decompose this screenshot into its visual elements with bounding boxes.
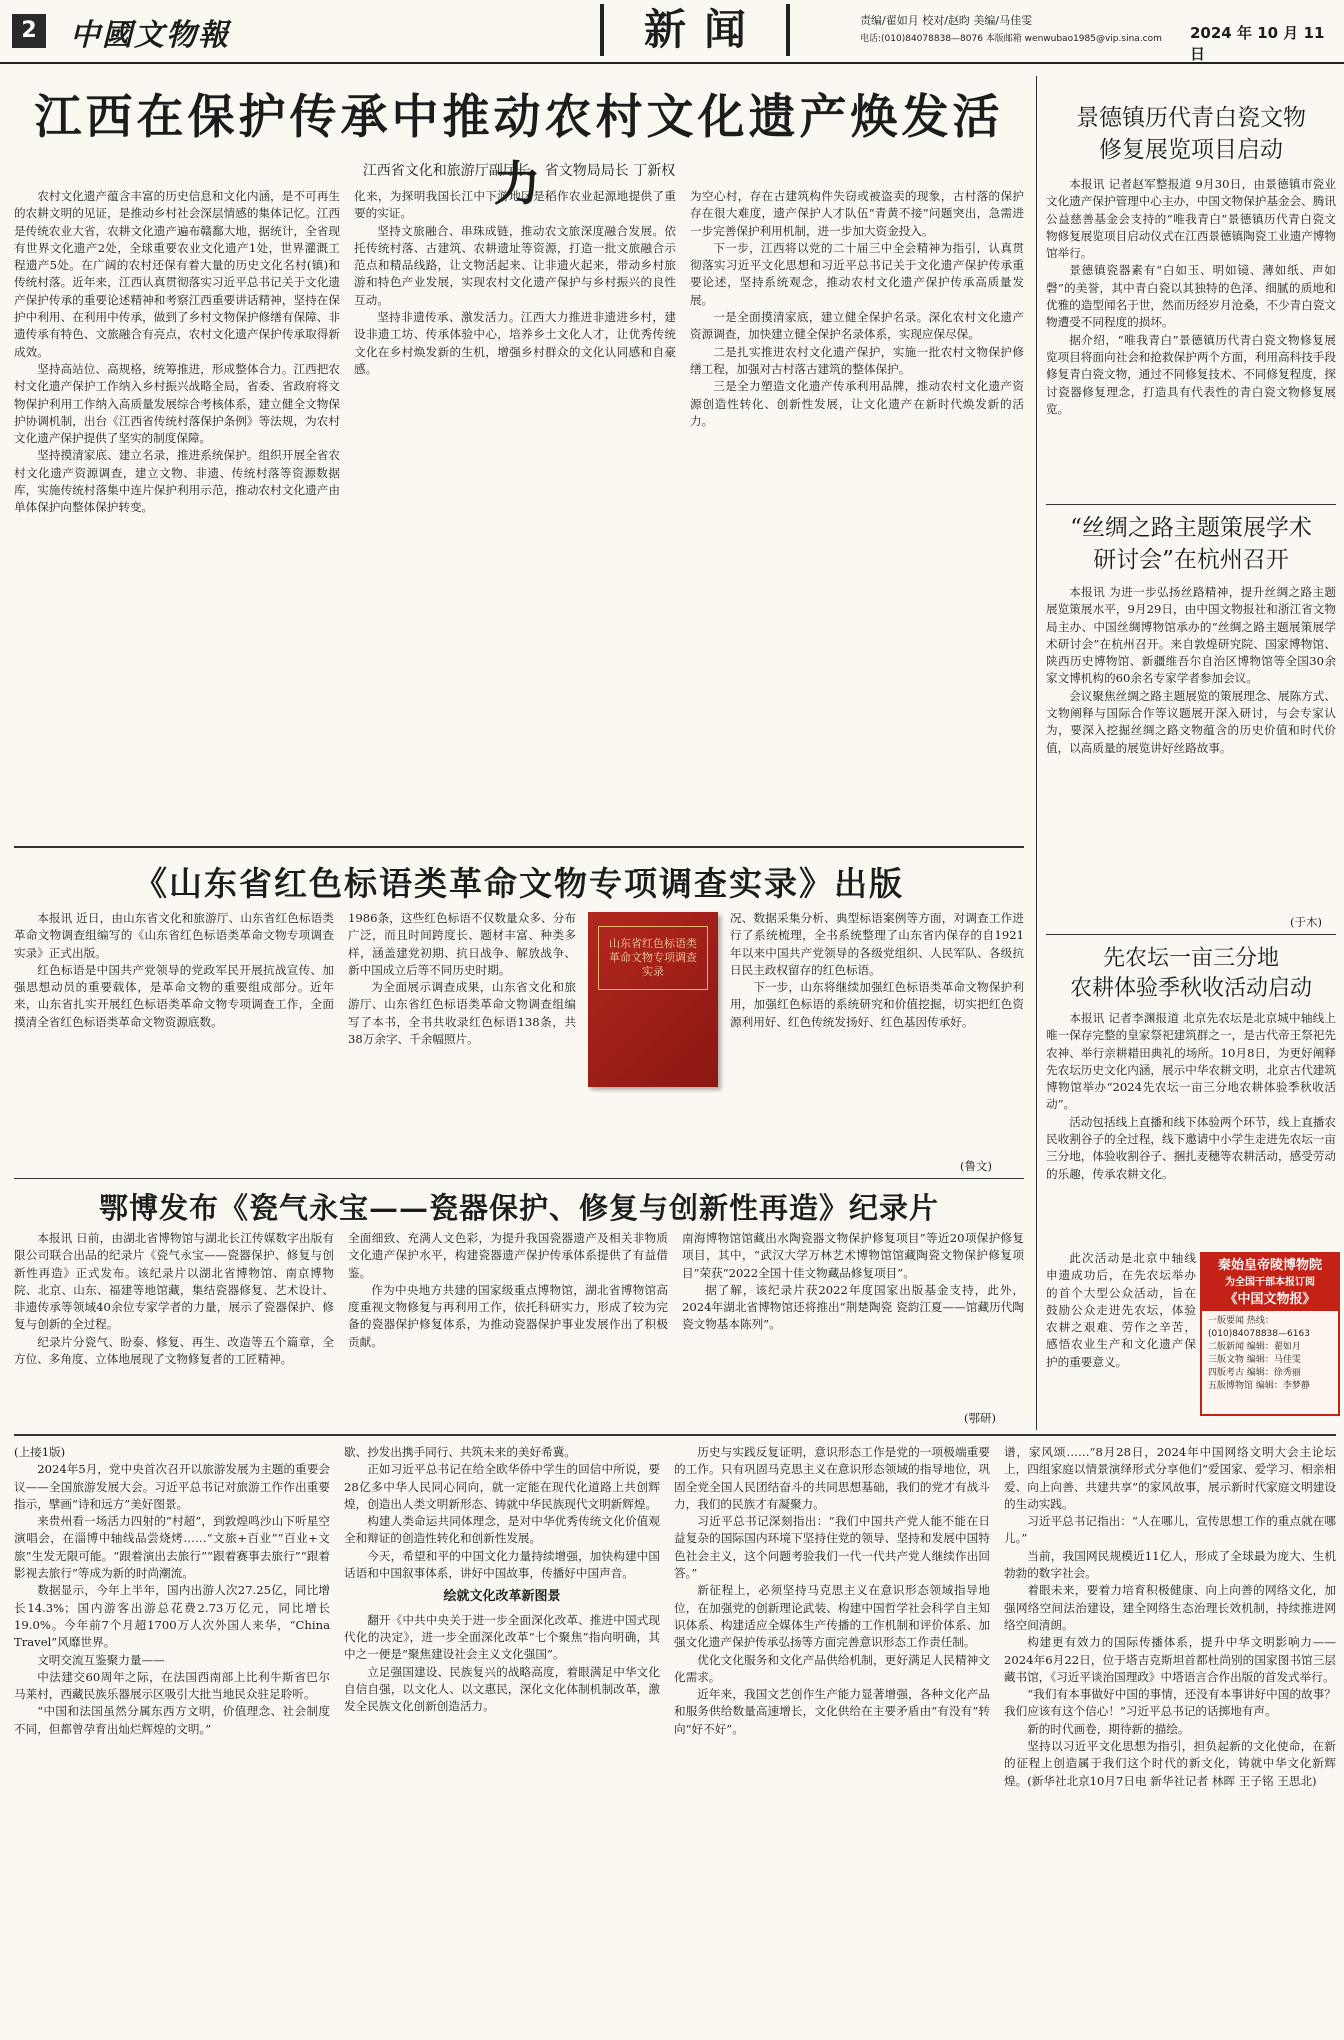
paragraph: 立足强国建设、民族复兴的战略高度，着眼满足中华文化自信自强，以文化人、以文惠民，深化文化体制机制改革，激发全民族文化创新创造活力。 bbox=[344, 1664, 660, 1714]
paragraph: 红色标语是中国共产党领导的党政军民开展抗战宣传、加强思想动员的重要载体，是革命文物的重要组成部分。近年来，山东省扎实开展红色标语类革命文物专项调查工作，全面摸清全省红色标语类革命文物资源底数。 bbox=[14, 962, 334, 1029]
paragraph: 文明交流互鉴聚力量—— bbox=[37, 1652, 165, 1667]
paragraph: 会议聚焦丝绸之路主题展览的策展理念、展陈方式、文物阐释与国际合作等议题展开深入研讨，与会专家认为，要深入挖掘丝绸之路文物蕴含的历史价值和时代价值，以高质量的展览讲好丝路故事。 bbox=[1046, 688, 1336, 755]
ad-paper-title: 《中国文物报》 bbox=[1224, 1292, 1316, 1307]
paragraph: 据介绍，“唯我青白”景德镇历代青白瓷文物修复展览项目将面向社会和抢救保护两个方面，利用高科技手段修复青白瓷文物，通过不同修复技术、不同修复程度，探讨瓷器修复理念，打造具有代表性的青白瓷文物修复展览。 bbox=[1046, 332, 1336, 416]
paragraph: 化来，为探明我国长江中下游地区是稻作农业起源地提供了重要的实证。 bbox=[354, 189, 676, 221]
ad-body bbox=[1202, 1311, 1338, 1397]
lead-column-3 bbox=[690, 188, 1024, 838]
continued-column-1 bbox=[14, 1444, 330, 2034]
paragraph: 本报讯 为进一步弘扬丝路精神，提升丝绸之路主题展览策展水平，9月29日，由中国文物报社和浙江省文物局主办、中国丝绸博物馆承办的“丝绸之路主题展策展学术研讨会”在杭州召开。来自敦煌研究院、国家博物馆、陕西历史博物馆、新疆维吾尔自治区博物馆等全国30余家文博机构的60余名专家学者参加会议。 bbox=[1046, 585, 1336, 686]
divider bbox=[1046, 504, 1336, 505]
paragraph: 本报讯 日前，由湖北省博物馆与湖北长江传媒数字出版有限公司联合出品的纪录片《瓷气永宝——瓷器保护、修复与创新性再造》正式发布。该纪录片以湖北省博物馆、南京博物院、北京、山东、福建等地馆藏，集结瓷器修复、艺术设计、非遗传承等领域40余位专家学者的力量，展示了瓷器保护、修复与创新的全过程。 bbox=[14, 1231, 334, 1332]
paragraph: “我们有本事做好中国的事情，还没有本事讲好中国的故事？我们应该有这个信心！”习近平总书记的话掷地有声。 bbox=[1004, 1687, 1336, 1719]
paragraph: 谱，家风颂……“8月28日，2024年中国网络文明大会主论坛上，四组家庭以情景演绎形式分享他们“爱国家、爱学习、相亲相爱、向上向善、共建共享”的家风故事，展示新时代家庭文明建设的生动实践。 bbox=[1004, 1445, 1336, 1511]
paragraph: 作为中央地方共建的国家级重点博物馆，湖北省博物馆高度重视文物修复与再利用工作，依托科研实力，形成了较为完备的瓷器保护修复体系，为推动瓷器保护事业发展作出了积极贡献。 bbox=[348, 1282, 668, 1349]
lead-column-1 bbox=[14, 188, 340, 838]
paragraph: 全面细致、充满人文色彩，为提升我国瓷器遗产及相关非物质文化遗产保护水平，构建瓷器遗产保护传承体系提供了有益借鉴。 bbox=[348, 1231, 668, 1280]
continued-column-2 bbox=[344, 1444, 660, 2034]
headline-line: 研讨会”在杭州召开 bbox=[1093, 547, 1289, 573]
ad-title: 秦始皇帝陵博物院 bbox=[1217, 1258, 1322, 1273]
paragraph: 1986条，这些红色标语不仅数量众多、分布广泛，而且时间跨度长、题材丰富、种类多样，涵盖建党初期、抗日战争、解放战争、新中国成立后等不同历史时期。 bbox=[348, 911, 576, 977]
paragraph: 况、数据采集分析、典型标语案例等方面，对调查工作进行了系统梳理，全书系统整理了山东省内保存的自1921年以来中国共产党领导的各级党组织、人民军队、各级抗日民主政权留存的红色标语。 bbox=[730, 911, 1024, 977]
paragraph: 景德镇瓷器素有“白如玉、明如镜、薄如纸、声如磬”的美誉，其中青白瓷以其独特的色泽、细腻的质地和优雅的造型闻名于世，然而历经岁月沧桑，不少青白瓷文物遭受不同程度的损坏。 bbox=[1046, 263, 1336, 330]
headline-line: “丝绸之路主题策展学术 bbox=[1070, 515, 1312, 541]
shandong-headline: 《山东省红色标语类革命文物专项调查实录》出版 bbox=[134, 864, 904, 903]
headline-line: 农耕体验季秋收活动启动 bbox=[1069, 976, 1312, 1001]
paragraph: 2024年5月，党中央首次召开以旅游发展为主题的重要会议——全国旅游发展大会。习近平总书记对旅游工作作出重要指示，擘画“诗和远方”美好图景。 bbox=[14, 1462, 330, 1511]
newspaper-name-logo: 中國文物報 bbox=[70, 18, 230, 53]
paragraph: 来贵州看一场活力四射的“村超”，到敦煌鸣沙山下听星空演唱会，在淄博中轴线品尝烧烤……“文旅+百业”“百业+文旅”生发无限可能。“跟着演出去旅行”“跟着赛事去旅行”“跟着影视去旅行”等成为新的时尚潮流。 bbox=[14, 1514, 330, 1581]
continued-column-4 bbox=[1004, 1444, 1336, 2034]
paragraph: 习近平总书记指出：“人在哪儿，宣传思想工作的重点就在哪儿。” bbox=[1004, 1514, 1336, 1546]
paragraph: 二是扎实推进农村文化遗产保护，实施一批农村文物保护修缮工程，加强对古村落古建筑的整体保护。 bbox=[690, 344, 1024, 376]
section-title: 新闻 bbox=[600, 4, 790, 56]
article-signature: (于木) bbox=[1290, 915, 1322, 929]
right-article-2-headline bbox=[1046, 512, 1336, 576]
ad-line: 二版新闻 编辑：翟如月 bbox=[1208, 1342, 1301, 1352]
ad-header bbox=[1202, 1254, 1338, 1311]
ad-line: 五版博物馆 编辑：李梦静 bbox=[1208, 1381, 1310, 1391]
headline-line: 景德镇历代青白瓷文物 bbox=[1076, 105, 1306, 131]
right-article-2-body bbox=[1046, 584, 1336, 908]
paragraph: 坚持以习近平文化思想为指引，担负起新的文化使命，在新的征程上创造属于我们这个时代的新文化，铸就中华文化新辉煌。(新华社北京10月7日电 新华社记者 林晖 王子铭 王思北) bbox=[1004, 1739, 1336, 1788]
paragraph: 坚持高站位、高规格，统筹推进，形成整体合力。江西把农村文化遗产保护工作纳入乡村振兴战略全局，省委、省政府将文物保护利用工作纳入高质量发展综合考核体系，建立健全文物保护协调机制，出台《江西省传统村落保护条例》等法规，为农村文化遗产保护提供了坚实的制度保障。 bbox=[14, 361, 340, 446]
right-article-3-body-continued bbox=[1046, 1250, 1196, 1426]
paragraph: 近年来，我国文艺创作生产能力显著增强，各种文化产品和服务供给数量高速增长，文化供给在主要矛盾由“有没有”转向“好不好”。 bbox=[674, 1687, 990, 1736]
paragraph: 据了解，该纪录片获2022年度国家出版基金支持，此外，2024年湖北省博物馆还将推出“荆楚陶瓷 瓷韵江夏——馆藏历代陶瓷文物基本陈列”。 bbox=[682, 1282, 1024, 1332]
ezhou-column-1 bbox=[14, 1230, 334, 1426]
paragraph: 本报讯 记者赵军整报道 9月30日，由景德镇市瓷业文化遗产保护管理中心主办，中国文物保护基金会、腾讯公益慈善基金会支持的“唯我青白”景德镇历代青白瓷文物修复展览项目启动仪式在江西景德镇陶瓷工业遗产博物馆举行。 bbox=[1046, 177, 1336, 261]
article-signature: (鄂研) bbox=[964, 1411, 996, 1425]
ezhou-column-2 bbox=[348, 1230, 668, 1426]
paragraph: 翻开《中共中央关于进一步全面深化改革、推进中国式现代化的决定》，进一步全面深化改革“七个聚焦”指向明确，其中之一便是“聚焦建设社会主义文化强国”。 bbox=[344, 1612, 660, 1662]
ezhou-column-3 bbox=[682, 1230, 1024, 1410]
paragraph: 构建更有效力的国际传播体系，提升中华文明影响力——2024年6月22日，位于塔吉克斯坦首都杜尚别的国家图书馆三层藏书馆，《习近平谈治国理政》中塔语言合作出版的首发式举行。 bbox=[1004, 1635, 1336, 1684]
shandong-column-1 bbox=[14, 910, 334, 1170]
paragraph: “中国和法国虽然分属东西方文明，价值理念、社会制度不同，但都曾孕育出灿烂辉煌的文明。” bbox=[14, 1704, 330, 1736]
issue-date: 2024 年 10 月 11 日 bbox=[1190, 24, 1325, 63]
ad-subtitle: 为全国干部本报订阅 bbox=[1225, 1277, 1315, 1288]
right-article-1-body bbox=[1046, 176, 1336, 496]
ad-line: 四版考古 编辑：徐秀丽 bbox=[1208, 1368, 1301, 1378]
ad-line: 三版文物 编辑：马佳雯 bbox=[1208, 1355, 1301, 1365]
book-cover-image bbox=[588, 912, 718, 1087]
subscription-ad bbox=[1200, 1252, 1340, 1416]
paragraph: 新征程上，必须坚持马克思主义在意识形态领域指导地位，在加强党的创新理论武装、构建中国哲学社会科学自主知识体系、构建适应全媒体生产传播的工作机制和评价体系、加强文化遗产保护传承弘扬等方面完善意识形态工作责任制。 bbox=[674, 1583, 990, 1650]
paragraph: 此次活动是北京中轴线申遗成功后，在先农坛举办的首个大型公众活动，旨在鼓励公众走进先农坛，体验农耕之艰难、劳作之辛苦，感悟农业生产和文化遗产保护的重要意义。 bbox=[1046, 1251, 1196, 1369]
page-number: 2 bbox=[12, 14, 46, 48]
paragraph: 歇、抄发出携手同行、共筑未来的美好希冀。 bbox=[344, 1445, 576, 1459]
book-cover-title: 山东省红色标语类革命文物专项调查实录 bbox=[598, 926, 708, 990]
shandong-column-2 bbox=[348, 910, 576, 1170]
paragraph: 坚持文旅融合、串珠成链，推动农文旅深度融合发展。依托传统村落、古建筑、农耕遗址等资源，打造一批文旅融合示范点和精品线路，让文物活起来、让非遗火起来，带动乡村旅游和特色产业发展，实现农村文化遗产保护与乡村振兴的良性互动。 bbox=[354, 223, 676, 307]
paragraph: 新的时代画卷，期待新的描绘。 bbox=[1027, 1721, 1190, 1736]
paragraph: 南海博物馆馆藏出水陶瓷器文物保护修复项目”等近20项保护修复项目，其中，“武汉大学万林艺术博物馆馆藏陶瓷文物保护修复项目”荣获“2022全国十佳文物藏品修复项目”。 bbox=[682, 1231, 1024, 1280]
headline-line: 先农坛一亩三分地 bbox=[1102, 946, 1279, 971]
editors-line: 责编/翟如月 校对/赵昀 美编/马佳雯 bbox=[860, 14, 1033, 27]
divider bbox=[1046, 934, 1336, 935]
ad-line: 一版要闻 热线：(010)84078838—6163 bbox=[1208, 1316, 1310, 1339]
subheading: 绘就文化改革新图景 bbox=[443, 1589, 561, 1605]
paragraph: 农村文化遗产蕴含丰富的历史信息和文化内涵，是不可再生的农耕文明的见证，是推动乡村社会深层情感的集体记忆。江西是传统农业大省，农耕文化遗产遍布赣鄱大地，据统计，全省现有世界文化遗产2处，全球重要农业文化遗产1处，世界灌溉工程遗产5处。在广阔的农村还保有着大量的历史文化名村(镇)和传统村落。近年来，江西认真贯彻落实习近平总书记关于文化遗产保护传承的重要论述精神和考察江西重要讲话精神，坚持在保护中利用、在利用中传承，做到了乡村文物保护修缮有保障、非遗传承有特色、文旅融合有亮点，农村文化遗产保护传承取得新成效。 bbox=[14, 189, 340, 359]
article-signature: (鲁文) bbox=[960, 1159, 992, 1173]
paragraph: 为空心村，存在古建筑构件失窃或被盗卖的现象，古村落的保护存在很大难度，遗产保护人才队伍“青黄不接”问题突出，急需进一步完善保护利用机制，进一步加大资金投入。 bbox=[690, 189, 1024, 238]
continued-column-3 bbox=[674, 1444, 990, 2034]
paragraph: 为全面展示调查成果，山东省文化和旅游厅、山东省红色标语类革命文物调查组编写了本书，全书共收录红色标语138条，共38万余字、千余幅照片。 bbox=[348, 980, 576, 1047]
paragraph: 一是全面摸清家底，建立健全保护名录。深化农村文化遗产资源调查，加快建立健全保护名录体系，实现应保尽保。 bbox=[690, 310, 1024, 342]
paragraph: 中法建交60周年之际，在法国西南部上比利牛斯省巴尔马莱村，西藏民族乐器展示区吸引大批当地民众驻足聆听。 bbox=[14, 1669, 330, 1702]
paragraph: 本报讯 记者李渊报道 北京先农坛是北京城中轴线上唯一保存完整的皇家祭祀建筑群之一，是古代帝王祭祀先农神、举行亲耕耤田典礼的场所。10月8日，为更好阐释先农坛历史文化内涵，展示中华农耕文明，北京古代建筑博物馆举办“2024先农坛一亩三分地农耕体验季秋收活动”。 bbox=[1046, 1011, 1336, 1112]
editors-info bbox=[860, 12, 1190, 48]
right-article-3-headline bbox=[1046, 944, 1336, 1004]
paragraph: 构建人类命运共同体理念，是对中华优秀传统文化价值观全和辩证的创造性转化和创新性发展。 bbox=[344, 1514, 660, 1546]
ezhou-headline: 鄂博发布《瓷气永宝——瓷器保护、修复与创新性再造》纪录片 bbox=[98, 1191, 939, 1225]
continued-label: (上接1版) bbox=[14, 1445, 66, 1459]
paragraph: 活动包括线上直播和线下体验两个环节，线上直播农民收割谷子的全过程，线下邀请中小学生走进先农坛一亩三分地，体验收割谷子、捆扎麦穗等农耕活动，感受劳动的乐趣，传承农耕文化。 bbox=[1046, 1114, 1336, 1181]
paragraph: 今天，希望和平的中国文化力量持续增强，加快构建中国话语和中国叙事体系，讲好中国故事，传播好中国声音。 bbox=[344, 1548, 660, 1581]
column-divider bbox=[1036, 76, 1037, 1430]
paragraph: 习近平总书记深刻指出：“我们中国共产党人能不能在日益复杂的国际国内环境下坚持住党的领导、坚持和发展中国特色社会主义，这个问题考验我们一代一代共产党人继续作出回答。” bbox=[674, 1514, 990, 1581]
lead-column-2 bbox=[354, 188, 676, 838]
paragraph: 下一步，江西将以党的二十届三中全会精神为指引，认真贯彻落实习近平文化思想和习近平总书记关于文化遗产保护传承重要论述，坚持系统观念，推动农村文化遗产保护传承高质量发展。 bbox=[690, 240, 1024, 307]
paragraph: 数据显示，今年上半年，国内出游人次27.25亿，同比增长14.3%；国内游客出游总花费2.73万亿元，同比增长19.0%。今年前7个月超1700万人次外国人来华，“China Travel”风靡世界。 bbox=[14, 1583, 330, 1650]
contact-line: 电话:(010)84078838—8076 本版邮箱 wenwubao1985@vip.sina.com bbox=[860, 34, 1162, 44]
paragraph: 纪录片分瓷气、盼泰、修复、再生、改造等五个篇章，全方位、多角度、立体地展现了文物修复者的工匠精神。 bbox=[14, 1334, 334, 1367]
lead-headline: 江西在保护传承中推动农村文化遗产焕发活力 bbox=[34, 90, 1004, 212]
shandong-column-3 bbox=[730, 910, 1024, 1154]
paragraph: 着眼未来，要着力培育积极健康、向上向善的网络文化，加强网络空间法治建设，建全网络生态治理长效机制，持续推进网络空间清朗。 bbox=[1004, 1583, 1336, 1632]
right-article-1-headline bbox=[1046, 102, 1336, 166]
paragraph: 正如习近平总书记在给全欧华侨中学生的回信中所说，要28亿多中华人民同心同向，就一定能在现代化道路上共创辉煌，创造出人类文明新形态、铸就中华民族现代文明新辉煌。 bbox=[344, 1462, 660, 1511]
section-divider bbox=[14, 1434, 1336, 1436]
paragraph: 下一步，山东将继续加强红色标语类革命文物保护利用，加强红色标语的系统研究和价值挖掘，切实把红色资源利用好、红色传统发扬好、红色基因传承好。 bbox=[730, 980, 1024, 1029]
paragraph: 三是全力塑造文化遗产传承利用品牌，推动农村文化遗产资源创造性转化、创新性发展，让文化遗产在新时代焕发新的活力。 bbox=[690, 379, 1024, 428]
lead-byline: 江西省文化和旅游厅副厅长、省文物局局长 丁新权 bbox=[362, 163, 676, 179]
paragraph: 历史与实践反复证明，意识形态工作是党的一项极端重要的工作。只有巩固马克思主义在意识形态领域的指导地位，巩固全党全国人民团结奋斗的共同思想基础，我们的党才有战斗力，我们的民族才有凝聚力。 bbox=[674, 1445, 990, 1511]
divider bbox=[14, 1178, 1024, 1179]
paragraph: 本报讯 近日，由山东省文化和旅游厅、山东省红色标语类革命文物调查组编写的《山东省红色标语类革命文物专项调查实录》正式出版。 bbox=[14, 911, 334, 960]
paragraph: 坚持摸清家底、建立名录，推进系统保护。组织开展全省农村文化遗产资源调查，建立文物、非遗、传统村落等资源数据库，实施传统村落集中连片保护利用示范，推动农村文化遗产由单体保护向整体保护转变。 bbox=[14, 448, 340, 515]
headline-line: 修复展览项目启动 bbox=[1099, 137, 1283, 163]
paragraph: 当前，我国网民规模近11亿人，形成了全球最为庞大、生机勃勃的数字社会。 bbox=[1004, 1548, 1336, 1581]
divider bbox=[14, 846, 1024, 848]
paragraph: 坚持非遗传承、激发活力。江西大力推进非遗进乡村，建设非遗工坊、传承体验中心，培养乡土文化人才，让优秀传统文化在乡村焕发新的生机，增强乡村群众的文化认同感和自豪感。 bbox=[354, 310, 676, 376]
right-article-3-body bbox=[1046, 1010, 1336, 1246]
paragraph: 优化文化服务和文化产品供给机制，更好满足人民精神文化需求。 bbox=[674, 1652, 990, 1684]
